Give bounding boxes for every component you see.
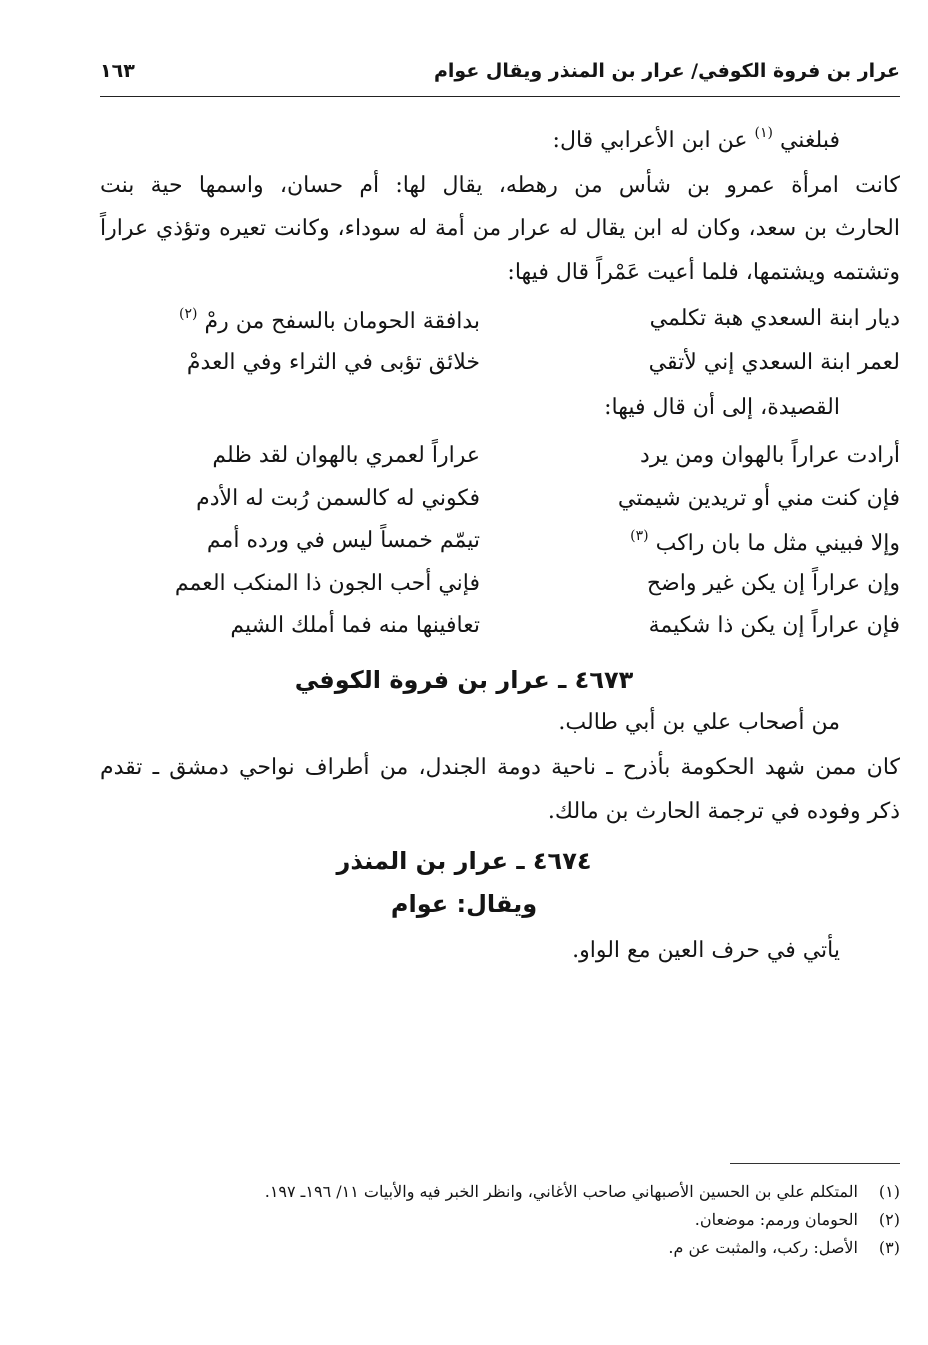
footnote-ref-2: (٢) — [179, 306, 198, 322]
intro-text: فبلغني — [779, 128, 840, 153]
verse-3-second-hemistich: عراراً لعمري بالهوان لقد ظلم — [212, 443, 480, 468]
verse-3-first-hemistich: أرادت عراراً بالهوان ومن يرد — [640, 443, 900, 468]
intro-rest: عن ابن الأعرابي قال: — [552, 128, 748, 153]
verse-2-second-hemistich: خلائق تؤبى في الثراء وفي العدمْ — [186, 350, 480, 375]
entry-4673-line-2: كان ممن شهد الحكومة بأذرح ـ ناحية دومة الجندل، من أطراف نواحي دمشق ـ تقدم — [100, 755, 900, 780]
verse-7-first-hemistich: فإن عراراً إن يكن ذا شكيمة — [648, 613, 900, 638]
verse-1-second-text: بدافقة الحومان بالسفح من رمْ — [204, 309, 480, 334]
footnote-ref-1: (١) — [754, 125, 773, 141]
verse-4-first-hemistich: فإن كنت مني أو تريدين شيمتي — [617, 486, 900, 511]
footnote-3-text: الأصل: ركب، والمثبت عن م. — [668, 1238, 858, 1257]
footnote-3-number: (٣) — [878, 1238, 900, 1257]
verse-5-first-text: وإلا فبيني مثل ما بان راكب — [655, 531, 900, 556]
entry-4673-line-1: من أصحاب علي بن أبي طالب. — [558, 710, 840, 735]
verse-6-first-hemistich: وإن عراراً إن يكن غير واضح — [646, 571, 900, 596]
intro-line — [553, 126, 840, 152]
verse-7-second-hemistich: تعافينها منه فما أملك الشيم — [230, 613, 480, 638]
verse-1-second-hemistich — [179, 306, 480, 334]
footnote-3 — [668, 1238, 900, 1257]
verse-2-first-hemistich: لعمر ابنة السعدي إني لأتقي — [648, 350, 900, 375]
running-title: عرار بن فروة الكوفي/ عرار بن المنذر ويقال عوام — [433, 60, 900, 82]
footnote-divider — [730, 1163, 900, 1164]
footnote-2-text: الحومان ورمم: موضعان. — [694, 1210, 858, 1229]
verse-5-first-hemistich — [630, 528, 900, 556]
verse-4-second-hemistich: فكوني له كالسمن رُبت له الأدم — [196, 486, 480, 511]
verse-6-second-hemistich: فإني أحب الجون ذا المنكب العمم — [174, 571, 480, 596]
footnote-1-text: المتكلم علي بن الحسين الأصبهاني صاحب الأغاني، وانظر الخبر فيه والأبيات ١١/ ١٩٦ـ ١٩٧. — [264, 1182, 858, 1201]
page-number: ١٦٣ — [100, 60, 135, 82]
footnote-1 — [265, 1182, 900, 1201]
entry-heading-4673: ٤٦٧٣ ـ عرار بن فروة الكوفي — [294, 666, 634, 694]
footnote-2 — [695, 1210, 900, 1229]
footnote-2-number: (٢) — [878, 1210, 900, 1229]
para1-line-1: كانت امرأة عمرو بن شأس من رهطه، يقال لها: أم حسان، واسمها حية بنت — [100, 173, 900, 198]
verse-1-first-hemistich: ديار ابنة السعدي هبة تكلمي — [649, 306, 900, 331]
footnote-1-number: (١) — [878, 1182, 900, 1201]
entry-4673-line-3: ذكر وفوده في ترجمة الحارث بن مالك. — [547, 799, 900, 824]
footnote-ref-3: (٣) — [630, 528, 649, 544]
entry-4674-line-1: يأتي في حرف العين مع الواو. — [572, 938, 840, 963]
para1-line-2: الحارث بن سعد، وكان له ابن يقال له عرار من أمة له سوداء، وكانت تعيره وتؤذي عراراً — [100, 216, 900, 241]
verse-5-second-hemistich: تيمّم خمساً ليس في ورده أمم — [206, 528, 480, 553]
entry-heading-4674-alias: ويقال: عوام — [390, 890, 538, 918]
entry-heading-4674: ٤٦٧٤ ـ عرار بن المنذر — [336, 847, 592, 875]
transition-line: القصيدة، إلى أن قال فيها: — [604, 395, 840, 420]
page-header — [100, 56, 900, 90]
para1-line-3: وتشتمه ويشتمها، فلما أعيت عَمْراً قال فيها: — [507, 260, 900, 285]
header-divider — [100, 96, 900, 97]
